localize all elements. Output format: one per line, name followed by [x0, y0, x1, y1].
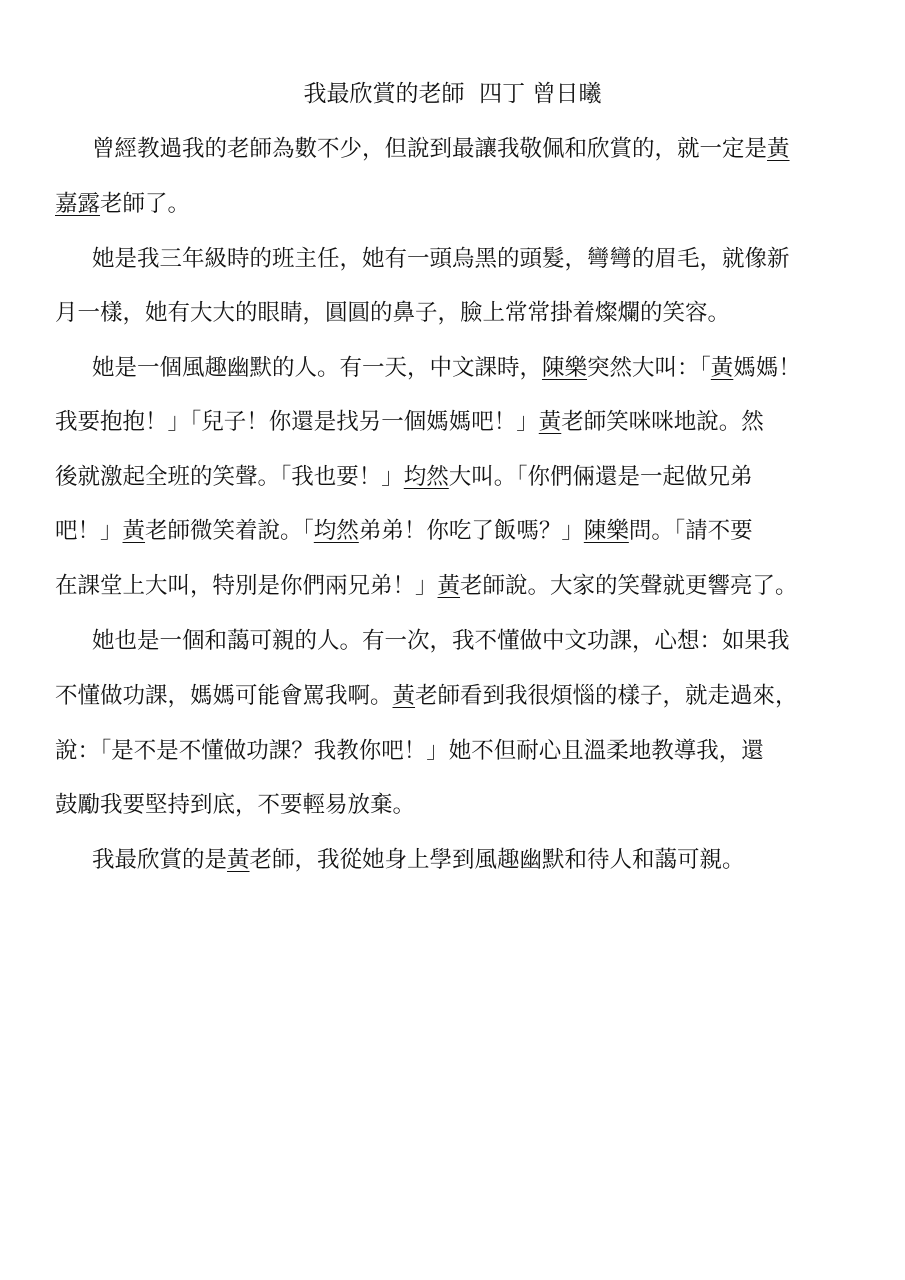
text-line [55, 460, 753, 494]
text-run: 老師看到我很煩惱的樣子，就走過來， [415, 683, 798, 709]
text-line [92, 132, 790, 166]
text-run: 說：「是不是不懂做功課？我教你吧！」她不但耐心且溫柔地教導我，還 [55, 738, 764, 764]
text-run: 後就激起全班的笑聲。「我也要！」 [55, 464, 404, 490]
text-run: 在課堂上大叫，特別是你們兩兄弟！」 [55, 573, 438, 599]
text-line [55, 296, 730, 330]
text-run: 曾經教過我的老師為數不少，但說到最讓我敬佩和欣賞的，就一定是 [92, 136, 768, 162]
text-run: 吧！」 [55, 518, 123, 544]
underlined-name: 黃 [227, 847, 250, 873]
underlined-name: 均然 [403, 464, 449, 490]
text-line [55, 187, 190, 221]
underlined-name: 陳樂 [583, 518, 629, 544]
text-run: 她是一個風趣幽默的人。有一天，中文課時， [92, 355, 543, 381]
underlined-name: 黃 [392, 683, 416, 709]
text-run: 月一樣，她有大大的眼睛，圓圓的鼻子，臉上常常掛着燦爛的笑容。 [55, 300, 731, 326]
text-run: 我最欣賞的是 [92, 847, 228, 873]
text-line [55, 405, 764, 439]
text-line [92, 843, 745, 877]
underlined-name: 黃 [710, 355, 734, 381]
text-run: 她是我三年級時的班主任，她有一頭烏黑的頭髮，彎彎的眉毛，就像新 [92, 246, 790, 272]
text-run: 問。「請不要 [628, 518, 753, 544]
underlined-name: 黃 [538, 409, 562, 435]
text-line [55, 734, 764, 768]
text-run: 老師微笑着說。「 [145, 518, 314, 544]
text-run: 鼓勵我要堅持到底，不要輕易放棄。 [55, 792, 416, 818]
text-run: 突然大叫：「 [587, 355, 711, 381]
text-run: 老師笑咪咪地說。然 [561, 409, 764, 435]
text-line [92, 351, 801, 385]
underlined-name: 陳樂 [542, 355, 588, 381]
text-run: 老師了。 [100, 191, 191, 217]
text-line [55, 679, 798, 713]
text-line [55, 788, 415, 822]
text-run: 媽媽！ [733, 355, 801, 381]
essay-title: 我最欣賞的老師 四丁 曾日曦 [303, 81, 602, 107]
text-run: 我要抱抱！」「兒子！你還是找另一個媽媽吧！」 [55, 409, 539, 435]
text-line [55, 569, 798, 603]
text-line [92, 242, 790, 276]
text-run: 她也是一個和藹可親的人。有一次，我不懂做中文功課，心想：如果我 [92, 628, 790, 654]
text-run: 不懂做功課，媽媽可能會罵我啊。 [55, 683, 393, 709]
text-run: 大叫。「你們倆還是一起做兄弟 [448, 464, 753, 490]
text-run: 老師，我從她身上學到風趣幽默和待人和藹可親。 [249, 847, 745, 873]
text-run: 弟弟！你吃了飯嗎？」 [358, 518, 584, 544]
underlined-name: 嘉露 [55, 191, 101, 217]
text-run: 老師說。大家的笑聲就更響亮了。 [460, 573, 798, 599]
underlined-name: 均然 [313, 518, 359, 544]
underlined-name: 黃 [767, 136, 790, 162]
text-line [55, 514, 753, 548]
underlined-name: 黃 [437, 573, 461, 599]
underlined-name: 黃 [122, 518, 146, 544]
text-line [92, 624, 790, 658]
